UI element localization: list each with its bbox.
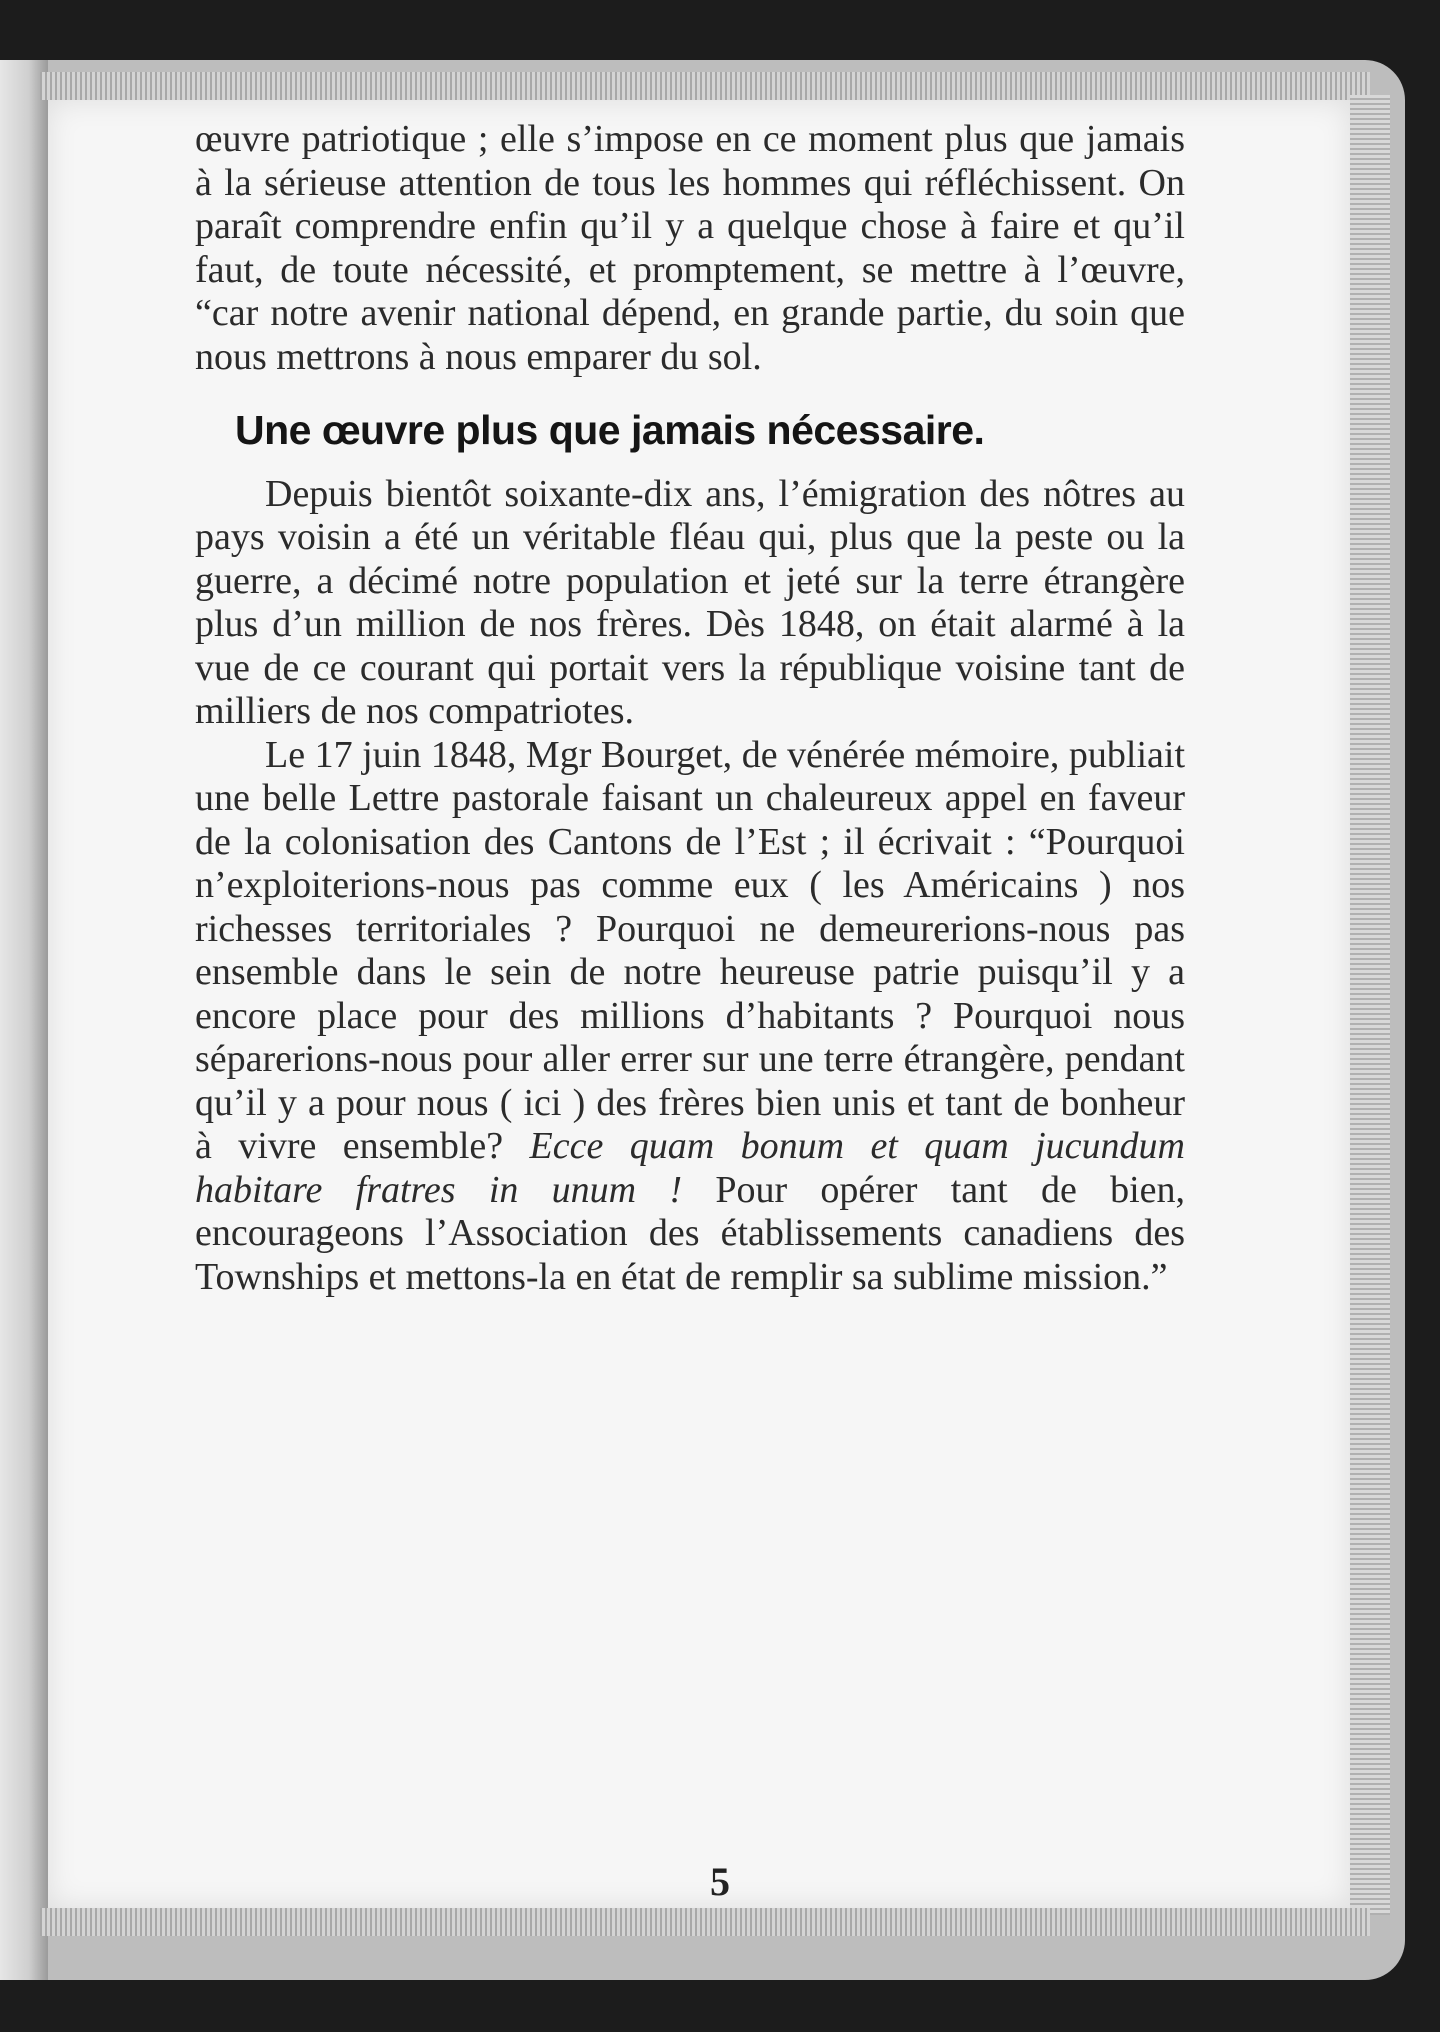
book-spine [0, 60, 48, 1980]
page-number: 5 [710, 1859, 730, 1904]
cloth-texture-top [40, 72, 1370, 100]
pastoral-letter-text: Le 17 juin 1848, Mgr Bourget, de vénérée mémoire, publiait une belle Lettre pastorale faisant un chaleureux appel en faveur de la colonisation des Cantons de l’Est ; il écrivait : “Pourquoi n’exploiterions-nous pas comme eux ( les Américains ) nos richesses territoriales ? Pourquoi ne demeurerions-nous pas ensemble dans le sein de notre heureuse patrie puisqu’il y a encore place pour des millions d’habitants ? Pourquoi nous séparerions-nous pour aller errer sur une terre étrangère, pendant qu’il y a pour nous ( ici ) des frères bien unis et tant de bonheur à vivre ensemble? [195, 733, 1185, 1167]
section-heading: Une œuvre plus que jamais nécessaire. [235, 407, 985, 453]
cloth-texture-right [1350, 95, 1390, 1915]
page-body [195, 118, 1185, 1299]
paragraph-pastoral-letter [195, 734, 1185, 1300]
cloth-texture-bottom [40, 1908, 1370, 1936]
latin-quote: Ecce quam bonum et quam jucundum habitare fratres in unum ! [195, 1125, 1185, 1211]
paragraph-emigration: Depuis bientôt soixante-dix ans, l’émigration des nôtres au pays voisin a été un véritable fléau qui, plus que la peste ou la guerre, a décimé notre population et jeté sur la terre étrangère plus d’un million de nos frères. Dès 1848, on était alarmé à la vue de ce courant qui portait vers la république voisine tant de milliers de nos compatriotes. [195, 472, 1185, 732]
pastoral-letter-conclusion: Pour opérer tant de bien, encourageons l’Association des établissements canadiens des Townships et mettons-la en état de remplir sa sublime mission.” [195, 1168, 1186, 1298]
paragraph-continuation: œuvre patriotique ; elle s’impose en ce moment plus que jamais à la sérieuse attention de tous les hommes qui réfléchissent. On paraît comprendre enfin qu’il y a quelque chose à faire et qu’il faut, de toute nécessité, et promptement, se mettre à l’œuvre, “car notre avenir national dépend, en grande partie, du soin que nous mettrons à nous emparer du sol. [195, 118, 1185, 378]
